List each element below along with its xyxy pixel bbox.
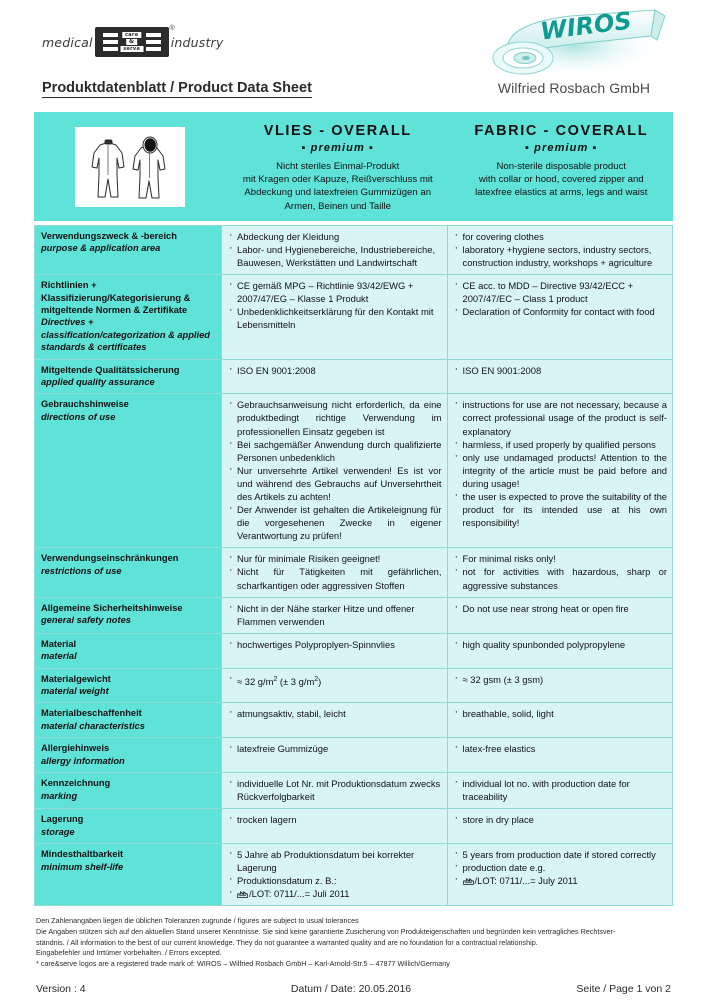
cell-item: · only use undamaged products! Attention to the integrity of the article must be paid before and during usage! — [454, 451, 668, 490]
row-label-de: Material — [41, 638, 77, 649]
cell-item-list — [454, 673, 668, 686]
cell-item-list — [454, 777, 668, 803]
row-label-cell — [35, 597, 222, 633]
footer-date: Datum / Date: 20.05.2016 — [290, 983, 412, 996]
row-label-en: Directives + classification/categorization & applied standards & certificates — [41, 317, 210, 353]
cell-item-list — [454, 602, 668, 615]
cell-item-lot: · /LOT: 0711/...= July 2011 — [454, 874, 668, 887]
row-label-de: Allergiehinweis — [41, 743, 110, 754]
specification-table — [34, 225, 673, 907]
row-label-de: Allgemeine Sicherheitshinweise — [41, 602, 183, 613]
row-content-de — [222, 597, 448, 633]
cell-item-list — [454, 638, 668, 651]
logo-chip-serve: serve — [120, 46, 143, 52]
cell-item: · store in dry place — [454, 813, 668, 826]
cell-item-list — [228, 638, 442, 651]
row-label-de: Mitgeltende Qualitätssicherung — [41, 364, 180, 375]
row-content-en — [447, 548, 673, 597]
row-label-cell — [35, 633, 222, 668]
cell-item: · CE acc. to MDD – Directive 93/42/ECC + 2007/47/EC – Class 1 product — [454, 279, 668, 305]
cell-item: · laboratory +hygiene sectors, industry sectors, construction industry, workshops + agriculture — [454, 243, 668, 269]
row-content-en — [447, 597, 673, 633]
cell-item: · ISO EN 9001:2008 — [228, 364, 442, 377]
wiros-wordmark: WIROS — [538, 6, 634, 46]
row-label-en: directions of use — [41, 411, 116, 422]
row-content-de — [222, 275, 448, 359]
logo-word-medical: medical — [42, 34, 93, 50]
cell-item-list — [454, 742, 668, 755]
cell-item-list — [454, 848, 668, 887]
row-label-cell — [35, 548, 222, 597]
cell-item: · the user is expected to prove the suitability of the product for its intended use at his own responsibility! — [454, 490, 668, 529]
cell-item: · latexfreie Gummizüge — [228, 742, 442, 755]
table-row — [35, 359, 673, 394]
cell-item: · Nicht in der Nähe starker Hitze und offener Flammen verwenden — [228, 602, 442, 628]
row-label-cell — [35, 703, 222, 738]
cell-item-list — [228, 707, 442, 720]
row-content-en — [447, 668, 673, 703]
row-label-de: Materialgewicht — [41, 673, 111, 684]
cell-item: · latex-free elastics — [454, 742, 668, 755]
table-row — [35, 738, 673, 773]
row-content-en — [447, 738, 673, 773]
table-row — [35, 225, 673, 274]
cell-item: · Nicht für Tätigkeiten mit gefährlichen, scharfkantigen oder aggressiven Stoffen — [228, 565, 442, 591]
registered-trademark-icon: ® — [169, 25, 175, 32]
manufacturing-date-icon — [463, 877, 474, 885]
row-label-en: material weight — [41, 686, 109, 697]
row-label-en: purpose & application area — [41, 243, 161, 254]
product-description-vlies: Nicht steriles Einmal-Produkt mit Kragen oder Kapuze, Reißverschluss mit Abdeckung und latexfreien Gummizügen an Armen, Beinen und Taille — [242, 161, 433, 212]
wiros-ribbon-icon — [479, 6, 669, 78]
row-label-cell — [35, 668, 222, 703]
table-row — [35, 597, 673, 633]
cell-item-list — [228, 777, 442, 803]
cell-item: · Gebrauchsanweisung nicht erforderlich, da eine produktbedingt richtige Verwendung im professionellen Einsatz gegeben ist — [228, 398, 442, 437]
row-label-cell — [35, 773, 222, 809]
row-label-en: material — [41, 651, 77, 662]
logo-chip-care: care — [122, 32, 141, 38]
row-label-cell — [35, 275, 222, 359]
cell-item: · high quality spunbonded polypropylene — [454, 638, 668, 651]
footer-page: Seite / Page 1 von 2 — [576, 983, 671, 996]
cell-item: · ISO EN 9001:2008 — [454, 364, 668, 377]
row-label-en: marking — [41, 790, 78, 801]
table-row — [35, 844, 673, 906]
cell-item-list — [228, 279, 442, 331]
cell-item-list — [228, 742, 442, 755]
footer-disclaimer — [36, 916, 671, 969]
page-header — [34, 0, 673, 112]
cell-item: · trocken lagern — [228, 813, 442, 826]
cell-item: · ≈ 32 $g/m^2$ (± 3 $g/m^2$) — [228, 673, 442, 688]
cell-item: · hochwertiges Polyproplyen-Spinnvlies — [228, 638, 442, 651]
cell-item-list — [454, 279, 668, 318]
row-content-de — [222, 809, 448, 844]
product-description-fabric: Non-sterile disposable product with collar or hood, covered zipper and latexfree elastics at arms, legs and waist — [475, 161, 648, 199]
row-label-cell — [35, 225, 222, 274]
row-label-cell — [35, 844, 222, 906]
cell-item-list — [228, 813, 442, 826]
cell-item: · atmungsaktiv, stabil, leicht — [228, 707, 442, 720]
wiros-logo — [479, 6, 669, 96]
row-content-de — [222, 703, 448, 738]
cell-item: · Nur für minimale Risiken geeignet! — [228, 552, 442, 565]
row-label-cell — [35, 394, 222, 548]
row-content-de — [222, 668, 448, 703]
row-label-de: Gebrauchshinweise — [41, 399, 129, 410]
row-label-en: restrictions of use — [41, 565, 122, 576]
row-label-de: Mindesthaltbarkeit — [41, 849, 124, 860]
care-serve-blockmark-icon — [95, 25, 175, 57]
care-and-serve-logo — [42, 22, 232, 62]
table-row — [35, 394, 673, 548]
footer-version: Version : 4 — [36, 983, 86, 996]
row-label-de: Kennzeichnung — [41, 778, 111, 789]
row-content-de — [222, 548, 448, 597]
row-content-en — [447, 773, 673, 809]
cell-item: · not for activities with hazardous, sharp or aggressive substances — [454, 565, 668, 591]
table-row — [35, 668, 673, 703]
cell-item: · Nur unversehrte Artikel verwenden! Es ist vor und während des Gebrauchs auf Unversehrtheit des Artikels zu achten! — [228, 464, 442, 503]
cell-item: · Bei sachgemäßer Anwendung durch qualifizierte Personen unbedenklich — [228, 438, 442, 464]
logo-chip-amp: & — [126, 39, 138, 45]
company-name: Wilfried Rosbach GmbH — [497, 80, 651, 96]
footer-line: ständnis. / All information to the best of our current knowledge. They do not guarantee a warranted quality and are no foundation for a contractual relationship. — [36, 937, 538, 947]
manufacturing-date-icon — [237, 890, 248, 898]
cell-item: · harmless, if used properly by qualified persons — [454, 438, 668, 451]
footer-line: * care&serve logos are a registered trade mark of: WIROS – Wilfried Rosbach GmbH – Karl-Arnold-Str.5 – 47877 Willich/Germany — [36, 958, 450, 968]
cell-item: · ≈ 32 gsm (± 3 gsm) — [454, 673, 668, 686]
cell-item-list — [228, 673, 442, 688]
row-content-de — [222, 773, 448, 809]
row-content-de — [222, 738, 448, 773]
row-label-cell — [35, 359, 222, 394]
row-label-cell — [35, 809, 222, 844]
cell-item: · for covering clothes — [454, 230, 668, 243]
cell-item-list — [454, 364, 668, 377]
cell-item-list — [454, 813, 668, 826]
table-row — [35, 773, 673, 809]
footer-line: Die Angaben stützen sich auf den aktuellen Stand unserer Kenntnisse. Sie sind keine garantierte Zusicherung von Produkteigenschaften und begründen kein vertragliches Rechtsver- — [36, 927, 616, 937]
row-content-en — [447, 633, 673, 668]
cell-item: · instructions for use are not necessary, because a correct professional usage of the product is self-explanatory — [454, 398, 668, 437]
cell-item-list — [228, 848, 442, 900]
footer-line: Den Zahlenangaben liegen die üblichen Toleranzen zugrunde / figures are subject to usual tolerances — [36, 916, 359, 926]
cell-item-list — [228, 230, 442, 269]
table-row — [35, 703, 673, 738]
table-row — [35, 633, 673, 668]
row-content-de — [222, 844, 448, 906]
cell-item: · Abdeckung der Kleidung — [228, 230, 442, 243]
logo-word-industry: industry — [170, 34, 224, 50]
row-label-en: storage — [41, 826, 75, 837]
row-label-en: general safety notes — [41, 615, 131, 626]
cell-item: · Labor- und Hygienebereiche, Industriebereiche, Bauwesen, Werkstätten und Landwirtschaft — [228, 243, 442, 269]
coverall-suit-icon — [78, 131, 182, 203]
cell-item: · breathable, solid, light — [454, 707, 668, 720]
row-label-de: Richtlinien + Klassifizierung/Kategorisierung & mitgeltende Normen & Zertifikate — [41, 280, 191, 315]
product-premium-vlies: ▪ premium ▪ — [301, 142, 374, 154]
row-label-cell — [35, 738, 222, 773]
row-content-de — [222, 394, 448, 548]
row-content-de — [222, 359, 448, 394]
product-title-vlies: VLIES - OVERALL — [263, 123, 412, 139]
cell-item: · 5 years from production date if stored correctly — [454, 848, 668, 861]
cell-item: · individual lot no. with production date for traceability — [454, 777, 668, 803]
cell-item: · Do not use near strong heat or open fire — [454, 602, 668, 615]
footer-line: Eingabefehler und Irrtümer vorbehalten. / Errors excepted. — [36, 948, 222, 958]
cell-item: · Produktionsdatum z. B.: — [228, 874, 442, 887]
row-content-en — [447, 225, 673, 274]
table-row — [35, 275, 673, 359]
row-label-de: Verwendungszweck & -bereich — [41, 230, 177, 241]
cell-item-lot: · /LOT: 0711/...= Juli 2011 — [228, 887, 442, 900]
table-row — [35, 548, 673, 597]
specification-table-body — [35, 225, 673, 906]
table-row — [35, 809, 673, 844]
cell-item: · production date e.g. — [454, 861, 668, 874]
cell-item-list — [228, 364, 442, 377]
cell-item-list — [454, 230, 668, 269]
row-content-en — [447, 703, 673, 738]
row-content-de — [222, 225, 448, 274]
row-content-en — [447, 359, 673, 394]
row-label-en: allergy information — [41, 755, 125, 766]
row-content-en — [447, 275, 673, 359]
cell-item-list — [454, 398, 668, 529]
footer-meta — [36, 983, 671, 995]
row-content-en — [447, 394, 673, 548]
banner-column-fabric — [450, 123, 674, 213]
row-content-en — [447, 844, 673, 906]
cell-item: · For minimal risks only! — [454, 552, 668, 565]
product-image-cell — [34, 123, 226, 213]
product-banner — [34, 117, 673, 221]
banner-column-vlies — [226, 123, 450, 213]
cell-item: · CE gemäß MPG – Richtlinie 93/42/EWG + 2007/47/EG – Klasse 1 Produkt — [228, 279, 442, 305]
cell-item: · Der Anwender ist gehalten die Artikeleignung für die vorgesehenen Zwecke in eigener Verantwortung zu prüfen! — [228, 503, 442, 542]
page-footer — [34, 916, 673, 995]
page-title: Produktdatenblatt / Product Data Sheet — [42, 80, 312, 96]
row-label-de: Lagerung — [41, 814, 84, 825]
cell-item: · 5 Jahre ab Produktionsdatum bei korrekter Lagerung — [228, 848, 442, 874]
cell-item: · Unbedenklichkeitserklärung für den Kontakt mit Lebensmitteln — [228, 305, 442, 331]
product-title-fabric: FABRIC - COVERALL — [474, 123, 649, 139]
row-label-en: minimum shelf-life — [41, 861, 124, 872]
cell-item-list — [228, 602, 442, 628]
cell-item-list — [228, 552, 442, 591]
product-premium-fabric: ▪ premium ▪ — [525, 142, 598, 154]
row-label-de: Verwendungseinschränkungen — [41, 553, 179, 564]
coverall-illustration — [75, 127, 185, 207]
row-content-en — [447, 809, 673, 844]
row-label-en: material characteristics — [41, 720, 145, 731]
cell-item-list — [454, 552, 668, 591]
cell-item-list — [454, 707, 668, 720]
cell-item: · individuelle Lot Nr. mit Produktionsdatum zwecks Rückverfolgbarkeit — [228, 777, 442, 803]
row-label-de: Materialbeschaffenheit — [41, 708, 142, 719]
row-label-en: applied quality assurance — [41, 376, 155, 387]
cell-item-list — [228, 398, 442, 542]
row-content-de — [222, 633, 448, 668]
cell-item: · Declaration of Conformity for contact with food — [454, 305, 668, 318]
